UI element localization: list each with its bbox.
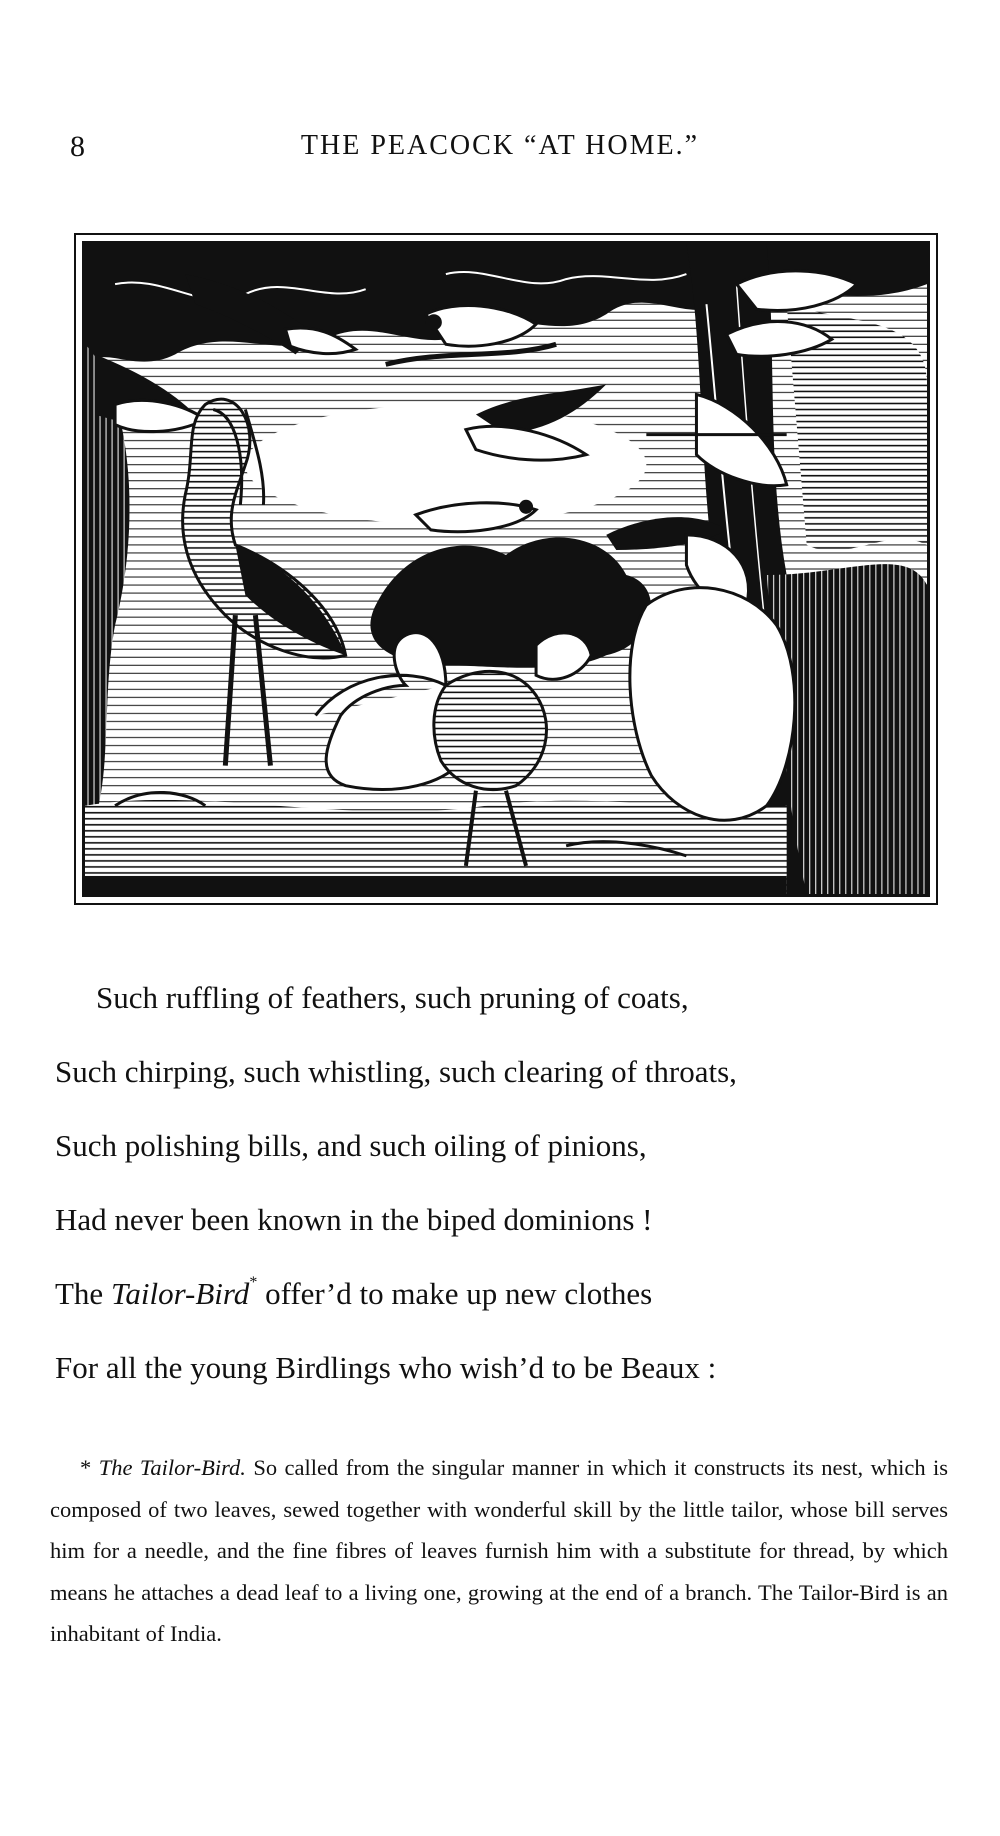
verse-line: Such chirping, such whistling, such clearing of throats, <box>55 1054 737 1089</box>
illustration-plate <box>74 233 938 905</box>
page-number: 8 <box>70 130 86 163</box>
verse-line: For all the young Birdlings who wish’d to be Beaux : <box>55 1350 717 1385</box>
running-head: THE PEACOCK “AT HOME.” <box>300 130 700 161</box>
engraving-of-birds-illustration <box>85 244 927 894</box>
verse-line <box>55 1276 652 1312</box>
tailor-bird-term: Tailor-Bird <box>110 1276 250 1311</box>
verse-line-tail: offer’d to make up new clothes <box>257 1276 653 1311</box>
footnote-heading: The Tailor-Bird. <box>98 1455 246 1480</box>
footnote <box>50 1447 948 1655</box>
footnote-body: So called from the singular manner in which it constructs its nest, which is composed of two leaves, sewed together with wonderful skill by the little tailor, whose bill serves him for a needle, and the fine fibres of leaves furnish him with a substitute for thread, by which means he attaches a dead leaf to a living one, growing at the end of a branch. The Tailor-Bird is an inhabitant of India. <box>50 1455 949 1646</box>
verse-line: Such polishing bills, and such oiling of pinions, <box>55 1128 647 1163</box>
footnote-mark: * <box>80 1455 92 1480</box>
verse-line-lead: The <box>55 1276 111 1311</box>
verse-line: Had never been known in the biped dominions ! <box>55 1202 653 1237</box>
footnote-reference-mark: * <box>249 1274 258 1291</box>
verse-line: Such ruffling of feathers, such pruning of coats, <box>96 980 689 1015</box>
